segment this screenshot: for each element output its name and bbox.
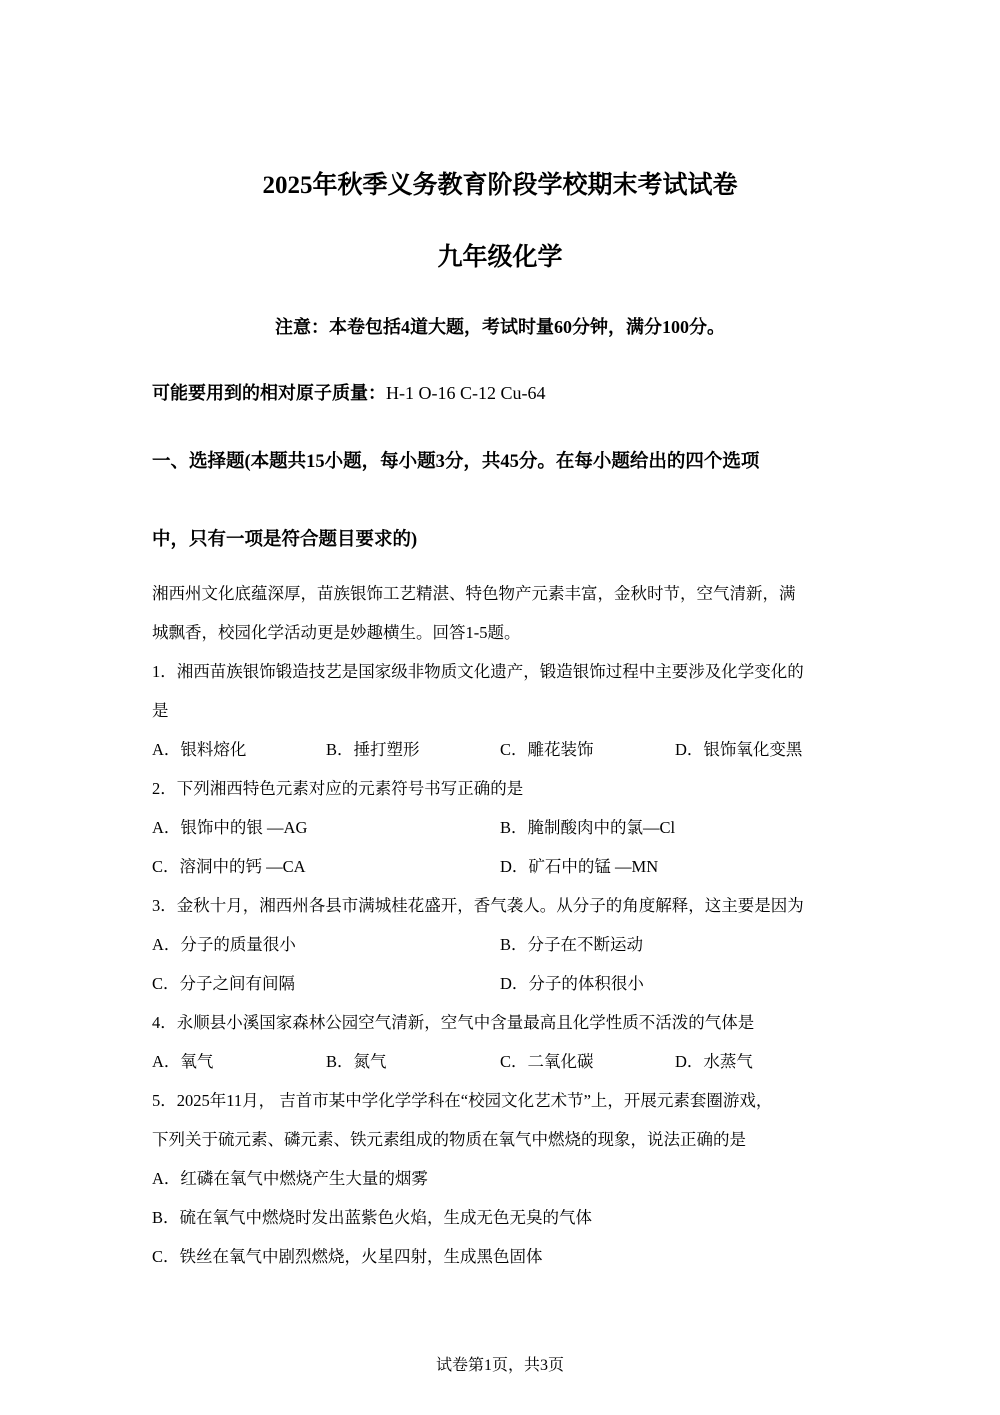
atomic-mass-values: H-1 O-16 C-12 Cu-64 bbox=[386, 383, 546, 403]
question-5-stem-line2: 下列关于硫元素、磷元素、铁元素组成的物质在氧气中燃烧的现象，说法正确的是 bbox=[152, 1130, 746, 1149]
question-4-stem: 4．永顺县小溪国家森林公园空气清新，空气中含量最高且化学性质不活泼的气体是 bbox=[152, 1013, 755, 1032]
question-3-option-d: D．分子的体积很小 bbox=[500, 974, 644, 993]
section-heading-line1: 一、选择题(本题共15小题，每小题3分，共45分。在每小题给出的四个选项 bbox=[152, 452, 760, 472]
atomic-mass-line bbox=[152, 384, 546, 402]
question-1-stem-line1: 1．湘西苗族银饰锻造技艺是国家级非物质文化遗产，锻造银饰过程中主要涉及化学变化的 bbox=[152, 662, 804, 681]
section-heading-line2: 中，只有一项是符合题目要求的) bbox=[152, 530, 418, 550]
question-2-option-c: C．溶洞中的钙 —CA bbox=[152, 857, 306, 876]
intro-line2: 城飘香，校园化学活动更是妙趣横生。回答1-5题。 bbox=[152, 623, 521, 642]
question-3-option-c: C．分子之间有间隔 bbox=[152, 974, 296, 993]
question-2-stem: 2．下列湘西特色元素对应的元素符号书写正确的是 bbox=[152, 779, 524, 798]
question-1-stem-line2: 是 bbox=[152, 701, 169, 720]
question-2-option-b: B．腌制酸肉中的氯—Cl bbox=[500, 818, 676, 837]
exam-subtitle: 九年级化学 bbox=[437, 244, 563, 271]
question-4-option-b: B．氮气 bbox=[326, 1052, 387, 1071]
question-5-option-c: C．铁丝在氧气中剧烈燃烧，火星四射，生成黑色固体 bbox=[152, 1247, 543, 1266]
question-4-option-d: D．水蒸气 bbox=[675, 1052, 753, 1071]
question-1-option-c: C．雕花装饰 bbox=[500, 740, 594, 759]
question-5-stem-line1: 5．2025年11月， 吉首市某中学化学学科在“校园文化艺术节”上，开展元素套圈游戏， bbox=[152, 1091, 773, 1110]
question-3-stem: 3．金秋十月，湘西州各县市满城桂花盛开，香气袭人。从分子的角度解释，这主要是因为 bbox=[152, 896, 804, 915]
exam-notice: 注意：本卷包括4道大题，考试时量60分钟，满分100分。 bbox=[275, 317, 725, 337]
page-footer: 试卷第1页，共3页 bbox=[435, 1357, 564, 1374]
intro-line1: 湘西州文化底蕴深厚，苗族银饰工艺精湛、特色物产元素丰富，金秋时节，空气清新，满 bbox=[152, 584, 796, 603]
question-5-option-b: B．硫在氧气中燃烧时发出蓝紫色火焰，生成无色无臭的气体 bbox=[152, 1208, 593, 1227]
question-5-option-a: A．红磷在氧气中燃烧产生大量的烟雾 bbox=[152, 1169, 428, 1188]
question-1-option-a: A．银料熔化 bbox=[152, 740, 247, 759]
question-3-option-b: B．分子在不断运动 bbox=[500, 935, 644, 954]
exam-title: 2025年秋季义务教育阶段学校期末考试试卷 bbox=[262, 172, 738, 199]
question-2-option-d: D．矿石中的锰 —MN bbox=[500, 857, 659, 876]
question-4-option-c: C．二氧化碳 bbox=[500, 1052, 594, 1071]
question-2-option-a: A．银饰中的银 —AG bbox=[152, 818, 308, 837]
question-4-option-a: A．氧气 bbox=[152, 1052, 214, 1071]
question-3-option-a: A．分子的质量很小 bbox=[152, 935, 296, 954]
question-1-option-d: D．银饰氧化变黑 bbox=[675, 740, 803, 759]
atomic-mass-label: 可能要用到的相对原子质量： bbox=[152, 383, 386, 403]
question-1-option-b: B．捶打塑形 bbox=[326, 740, 420, 759]
